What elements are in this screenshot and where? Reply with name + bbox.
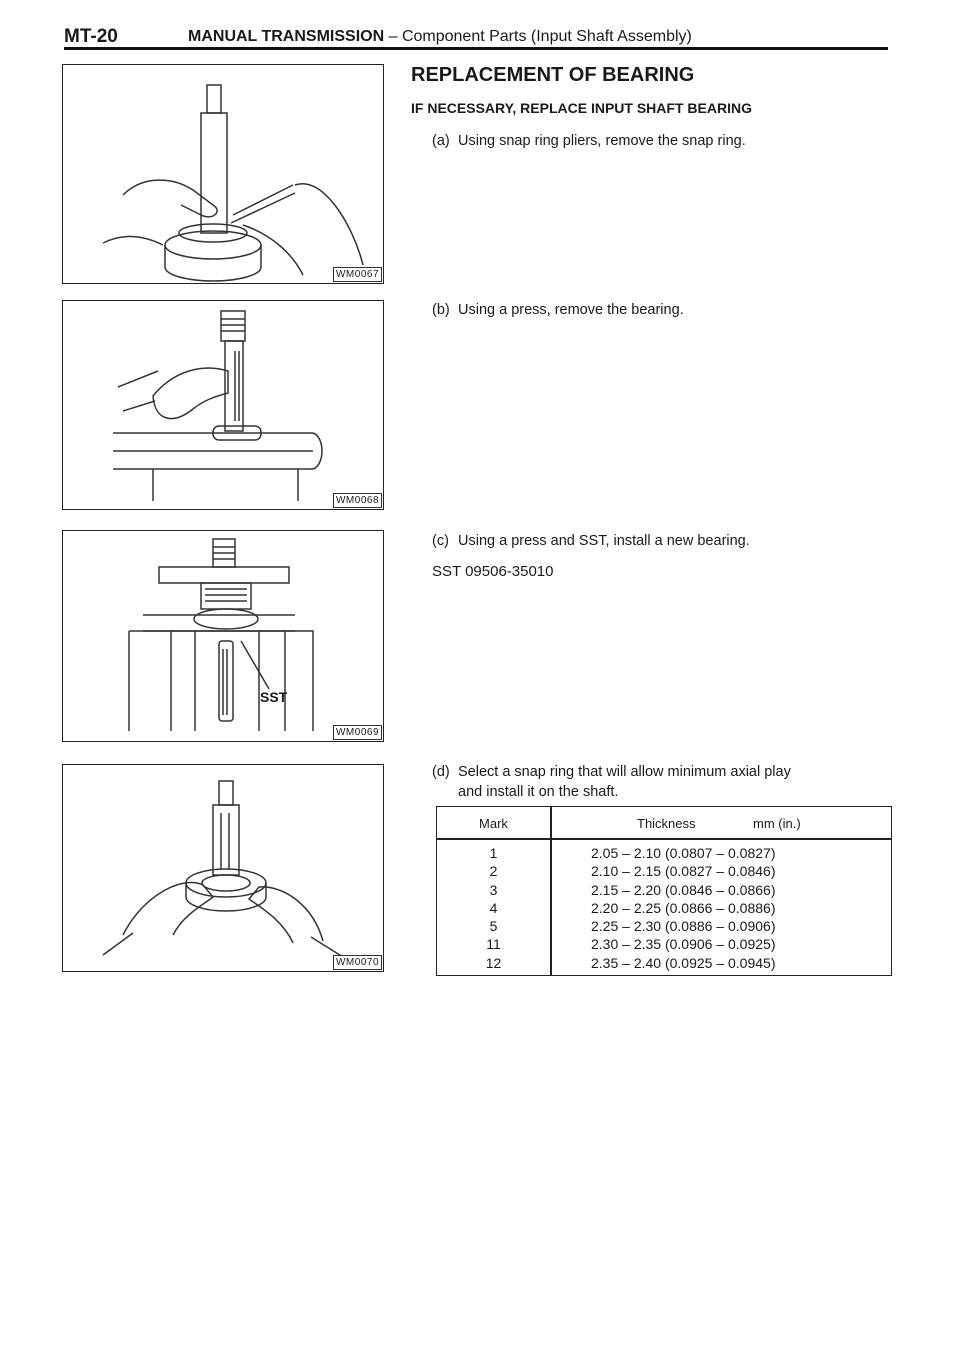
table-row [437,882,891,900]
cell-thickness: 2.10 – 2.15 (0.0827 – 0.0846) [591,863,776,880]
table-row [437,936,891,954]
step-index: (d) [432,764,450,780]
cell-thickness: 2.35 – 2.40 (0.0925 – 0.0945) [591,954,776,971]
cell-mark: 5 [489,918,498,935]
cell-thickness: 2.15 – 2.20 (0.0846 – 0.0866) [591,881,776,898]
sst-callout: SST [260,689,288,705]
cell-thickness: 2.05 – 2.10 (0.0807 – 0.0827) [591,845,776,861]
cell-mark: 12 [485,954,502,971]
figure-snap-ring-removal [62,64,384,284]
snap-ring-install-illustration [63,765,384,972]
cell-mark: 11 [486,936,501,953]
step-b [432,302,684,318]
step-c [432,533,750,549]
step-a [432,133,746,149]
page-number: MT-20 [64,26,118,47]
page-header [64,26,888,48]
subsection-title: IF NECESSARY, REPLACE INPUT SHAFT BEARING [411,100,752,116]
figure-code: WM0070 [333,955,382,970]
header-subtitle: – Component Parts (Input Shaft Assembly) [384,28,692,45]
figure-code: WM0069 [333,725,382,740]
cell-mark: 3 [489,881,498,898]
figure-bearing-install [62,530,384,742]
figure-code: WM0067 [333,267,382,282]
step-text: Using a press, remove the bearing. [458,302,684,318]
step-index: (c) [432,533,449,549]
step-text: Select a snap ring that will allow minimum axial play [458,764,791,780]
press-install-illustration [63,531,384,742]
cell-mark: 2 [489,863,498,880]
snap-ring-table [436,806,892,976]
cell-mark: 4 [489,899,498,916]
cell-mark: 1 [489,845,498,861]
figure-code: WM0068 [333,493,382,508]
header-rule [64,47,888,50]
step-index: (b) [432,302,450,318]
table-row [437,918,891,936]
column-header-mark: Mark [479,816,508,831]
step-index: (a) [432,133,450,149]
cell-thickness: 2.25 – 2.30 (0.0886 – 0.0906) [591,918,776,935]
table-row [437,845,891,863]
step-text: Using a press and SST, install a new bearing. [458,533,750,549]
sst-number: SST 09506-35010 [432,563,554,580]
figure-bearing-removal [62,300,384,510]
step-d [432,764,791,780]
step-text: Using snap ring pliers, remove the snap ring. [458,133,746,149]
header-title [188,28,692,46]
header-divider [437,838,891,840]
table-row [437,900,891,918]
cell-thickness: 2.20 – 2.25 (0.0866 – 0.0886) [591,899,776,916]
section-title: REPLACEMENT OF BEARING [411,64,695,86]
table-row [437,863,891,881]
snap-ring-illustration [63,65,384,284]
step-d-continued: and install it on the shaft. [458,784,619,800]
column-header-unit: mm (in.) [753,816,801,831]
press-removal-illustration [63,301,384,510]
figure-snap-ring-install [62,764,384,972]
table-row [437,955,891,973]
cell-thickness: 2.30 – 2.35 (0.0906 – 0.0925) [591,936,776,953]
table-body [437,845,891,973]
header-section: MANUAL TRANSMISSION [188,28,385,45]
column-header-thickness: Thickness [637,816,696,831]
